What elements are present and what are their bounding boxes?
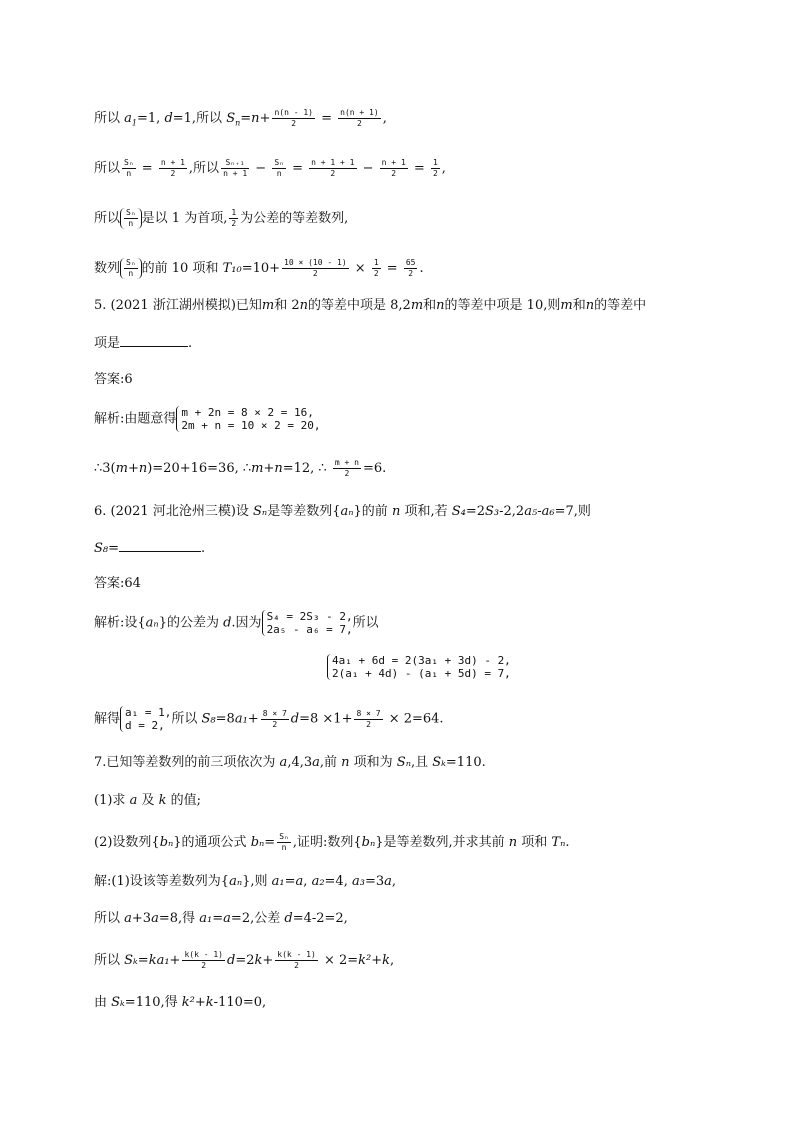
- denominator: 2: [201, 961, 207, 970]
- var: n: [299, 298, 309, 313]
- var: a: [312, 755, 320, 770]
- text: )=20+16=36, ∴: [147, 461, 252, 476]
- var: Sₙ: [396, 755, 411, 770]
- var: m: [560, 298, 573, 313]
- var-T10: T₁₀: [222, 261, 242, 276]
- var: a: [223, 911, 231, 926]
- text: ×: [350, 261, 370, 276]
- solution-line-4: [94, 258, 424, 279]
- equation-row: m + 2n = 8 × 2 = 16,: [181, 406, 314, 419]
- text: =12, ∴: [282, 461, 331, 476]
- text: 数列: [94, 261, 121, 276]
- text: .因为: [231, 615, 262, 631]
- numerator: 1: [432, 158, 438, 167]
- text: =: [240, 111, 252, 126]
- var: aₙ: [340, 504, 354, 519]
- text: 所以: [94, 161, 121, 176]
- denominator: 2: [294, 961, 299, 970]
- text: −: [358, 161, 378, 176]
- denominator: n: [276, 169, 282, 178]
- text: ,所以: [188, 161, 220, 176]
- text: 6. (2021 河北沧州三模)设: [94, 504, 254, 519]
- equation-row: 2a₅ - a₆ = 7,: [266, 623, 353, 636]
- var: Sₖ: [124, 953, 138, 968]
- text: 7.已知等差数列的前三项依次为: [94, 755, 280, 770]
- text: =: [382, 261, 402, 276]
- text: =110,得: [124, 995, 182, 1010]
- text: =1,所以: [172, 111, 227, 126]
- text: (1)求: [94, 793, 130, 808]
- var: n: [585, 298, 595, 313]
- var: a: [384, 874, 392, 889]
- text: .: [188, 336, 193, 351]
- solution-7-line-3: [94, 950, 394, 971]
- denominator: n: [281, 843, 287, 852]
- var: a: [124, 911, 132, 926]
- fraction: [282, 258, 349, 279]
- var-d: d: [164, 111, 173, 126]
- text: +: [247, 711, 259, 727]
- denominator: 2: [432, 169, 438, 178]
- text: =: [287, 161, 308, 176]
- text: ,: [390, 953, 395, 968]
- text: 的等差中: [594, 298, 647, 313]
- denominator: 2: [357, 119, 362, 128]
- var: n: [341, 755, 350, 770]
- var: S₈: [94, 541, 109, 556]
- denominator: 2: [408, 269, 414, 278]
- text: × 2=64.: [384, 711, 444, 727]
- solution-7-line-4: [94, 994, 266, 1012]
- text: ,证明:数列{: [292, 835, 362, 850]
- text: .: [565, 835, 570, 850]
- text: 为公差的等差数列,: [240, 211, 349, 226]
- text: 项和,若: [400, 504, 452, 519]
- var: aₙ: [229, 874, 243, 889]
- denominator: 2: [391, 169, 397, 178]
- var: a: [129, 793, 138, 808]
- text: =: [108, 541, 120, 556]
- text: =2,公差: [230, 911, 285, 926]
- solution-line-2: [94, 158, 446, 179]
- text: =: [316, 111, 337, 126]
- fraction: [354, 709, 382, 730]
- var: m+n: [251, 461, 283, 476]
- text: ,: [382, 111, 387, 126]
- var: a₃: [351, 874, 365, 889]
- text: =3: [364, 874, 385, 889]
- var: S₃: [485, 504, 500, 519]
- fraction: [122, 158, 136, 179]
- equation-system: [327, 654, 511, 680]
- text: 项和为: [349, 755, 397, 770]
- text: ,且: [410, 755, 433, 770]
- text: =4,: [324, 874, 352, 889]
- fraction: [272, 108, 315, 129]
- text: +: [194, 995, 206, 1010]
- numerator: 65: [405, 258, 416, 267]
- text: 项是: [94, 336, 121, 351]
- text: },则: [242, 874, 272, 889]
- numerator: n(n + 1): [340, 108, 379, 117]
- denominator: 2: [344, 469, 350, 478]
- fraction: [380, 158, 408, 179]
- text: ∴3(: [94, 461, 116, 476]
- fraction: [309, 158, 356, 179]
- text: 及: [137, 793, 159, 808]
- numerator: k(k - 1): [184, 950, 223, 959]
- var: d: [284, 911, 293, 926]
- text: ,: [391, 874, 397, 889]
- numerator: n + 1: [381, 158, 406, 167]
- text: +: [262, 953, 274, 968]
- analysis-6-result: [94, 706, 444, 732]
- fraction: [275, 950, 318, 971]
- var: S₄: [451, 504, 466, 519]
- numerator: Sₙ: [279, 832, 289, 841]
- fraction: [277, 832, 291, 853]
- var: k²: [358, 953, 372, 968]
- sequence-brace: [120, 258, 142, 279]
- fraction: [333, 458, 361, 479]
- solution-7-line-1: [94, 873, 396, 891]
- text: -: [537, 504, 542, 519]
- text: 的等差中项是 8,2: [308, 298, 411, 313]
- text: =10+: [241, 261, 281, 276]
- equation-system: [120, 706, 171, 732]
- denominator: n + 1: [223, 169, 248, 178]
- text: .: [419, 261, 424, 276]
- text: =2: [235, 953, 255, 968]
- equation-row: 2m + n = 10 × 2 = 20,: [181, 419, 321, 432]
- text: =2: [465, 504, 486, 519]
- var: n: [391, 504, 401, 519]
- var: a₆: [541, 504, 555, 519]
- var: bₙ: [159, 835, 174, 850]
- text: +3: [131, 911, 152, 926]
- equation-row: 2(a₁ + 4d) - (a₁ + 5d) = 7,: [332, 667, 511, 680]
- fraction: [404, 258, 418, 279]
- fraction: [124, 258, 138, 279]
- var: a: [279, 755, 288, 770]
- question-5-line-2: [94, 334, 192, 353]
- question-6-line-2: [94, 539, 205, 558]
- text: =6.: [362, 461, 387, 476]
- var: a₁: [199, 911, 213, 926]
- question-7: [94, 754, 486, 772]
- var: d: [226, 953, 236, 968]
- numerator: k(k - 1): [277, 950, 316, 959]
- var: m: [261, 298, 275, 313]
- var: Sₙ: [253, 504, 268, 519]
- numerator: Sₙ: [126, 258, 136, 267]
- equation-row: a₁ = 1,: [125, 706, 172, 719]
- text: 是等差数列{: [267, 504, 341, 519]
- analysis-5: [94, 406, 320, 432]
- denominator: 2: [366, 719, 371, 729]
- question-6-line-1: [94, 503, 591, 521]
- denominator: 2: [312, 269, 318, 278]
- text: 和: [572, 298, 586, 313]
- var: a: [151, 911, 159, 926]
- text: +: [371, 953, 383, 968]
- var: aₙ: [145, 615, 159, 631]
- var: ka₁: [148, 953, 170, 968]
- var: a₂: [311, 874, 325, 889]
- text: }的通项公式: [173, 835, 251, 850]
- denominator: 2: [170, 169, 176, 178]
- sequence-brace: [120, 208, 142, 229]
- numerator: 10 × (10 - 1): [284, 258, 347, 267]
- answer-6: 答案:64: [94, 576, 141, 591]
- text: =8,得: [158, 911, 200, 926]
- solution-line-3: [94, 208, 348, 229]
- answer-5: 答案:6: [94, 372, 133, 387]
- text: 所以: [171, 711, 202, 727]
- text: ,: [303, 874, 312, 889]
- var: a₅: [524, 504, 538, 519]
- fraction: [261, 709, 289, 730]
- numerator: m + n: [334, 458, 359, 467]
- text: 解析:设{: [94, 615, 146, 631]
- text: =: [284, 874, 296, 889]
- fraction: [431, 158, 440, 179]
- text: -110=0,: [213, 995, 267, 1010]
- denominator: 2: [231, 219, 237, 228]
- fraction: [372, 258, 381, 279]
- text: 项和: [517, 835, 552, 850]
- text: 是以 1 为首项,: [141, 211, 228, 226]
- numerator: 1: [231, 208, 237, 217]
- numerator: Sₙ: [124, 158, 134, 167]
- text: =8 ×1+: [299, 711, 353, 727]
- denominator: n: [128, 269, 134, 278]
- text: 的值;: [166, 793, 201, 808]
- var: bₙ: [250, 835, 265, 850]
- text: 所以: [94, 953, 125, 968]
- text: ,4,3: [287, 755, 313, 770]
- var: k²: [181, 995, 195, 1010]
- analysis-6-system: [327, 654, 511, 680]
- solution-7-line-2: [94, 910, 348, 928]
- text: −: [251, 161, 271, 176]
- numerator: n + 1: [160, 158, 185, 167]
- denominator: 2: [373, 269, 379, 278]
- numerator: n(n - 1): [274, 108, 313, 117]
- var: k: [254, 953, 263, 968]
- denominator: n: [126, 169, 132, 178]
- question-5-line-1: [94, 297, 646, 315]
- numerator: 1: [373, 258, 379, 267]
- var-n: n: [251, 111, 260, 126]
- fraction: [229, 208, 238, 229]
- text: }是等差数列,并求其前: [375, 835, 509, 850]
- fraction: [221, 158, 249, 179]
- denominator: n: [128, 219, 134, 228]
- var: n: [436, 298, 445, 313]
- text: 所以: [94, 911, 125, 926]
- fraction: [124, 208, 138, 229]
- text: =110.: [445, 755, 486, 770]
- var: m+n: [115, 461, 148, 476]
- text: =7,则: [554, 504, 591, 519]
- text: (2)设数列{: [94, 835, 160, 850]
- equation-system: [262, 610, 353, 636]
- text: =: [212, 911, 224, 926]
- text: 的前 10 项和: [141, 261, 223, 276]
- text: =: [409, 161, 429, 176]
- text: =: [137, 161, 157, 176]
- text: ,前: [319, 755, 342, 770]
- numerator: Sₙ: [274, 158, 284, 167]
- text: =: [137, 953, 149, 968]
- text: =: [264, 835, 276, 850]
- answer-blank[interactable]: [120, 334, 188, 347]
- text: =8: [215, 711, 235, 727]
- var: k: [205, 995, 214, 1010]
- var: bₙ: [361, 835, 376, 850]
- question-7-part-2: [94, 832, 570, 853]
- numerator: 8 × 7: [356, 708, 381, 718]
- text: =4-2=2,: [292, 911, 348, 926]
- numerator: n + 1 + 1: [311, 158, 355, 167]
- var: k: [158, 793, 167, 808]
- var: Sₖ: [111, 995, 125, 1010]
- text: +: [259, 111, 271, 126]
- fraction: [272, 158, 286, 179]
- numerator: 8 × 7: [262, 708, 287, 718]
- var: a₁: [234, 711, 248, 727]
- denominator: 2: [291, 119, 297, 128]
- text: 解析:由题意得: [94, 411, 177, 427]
- text: }的前: [353, 504, 392, 519]
- denominator: 2: [272, 719, 278, 729]
- fraction: [159, 158, 187, 179]
- answer-blank[interactable]: [119, 539, 201, 552]
- equation-row: d = 2,: [125, 719, 165, 732]
- var-Sn: $S_n$: [226, 111, 241, 128]
- text: 由: [94, 995, 112, 1010]
- text: +: [169, 953, 181, 968]
- var: S₈: [201, 711, 216, 727]
- text: 5. (2021 浙江湖州模拟)已知: [94, 298, 262, 313]
- var: d: [223, 615, 232, 631]
- text: .: [201, 541, 206, 556]
- question-7-part-1: [94, 792, 201, 810]
- text: 所以: [94, 111, 125, 126]
- var: a₁: [271, 874, 285, 889]
- text: }的公差为: [158, 615, 224, 631]
- text: 解得: [94, 711, 121, 727]
- var: m: [410, 298, 424, 313]
- var: n: [508, 835, 518, 850]
- analysis-5-line-2: [94, 458, 386, 479]
- text: 和: [423, 298, 437, 313]
- equation-row: 4a₁ + 6d = 2(3a₁ + 3d) - 2,: [332, 654, 511, 667]
- numerator: Sₙ₊₁: [221, 158, 249, 169]
- var-a1: $a_1$: [124, 111, 137, 128]
- numerator: Sₙ: [126, 208, 136, 217]
- var: Tₙ: [551, 835, 566, 850]
- analysis-6: [94, 610, 379, 636]
- equation-system: [176, 406, 320, 432]
- fraction: [338, 108, 381, 129]
- text: 所以: [352, 615, 379, 631]
- text: 和 2: [274, 298, 300, 313]
- text: -2,2: [499, 504, 525, 519]
- equation-row: S₄ = 2S₃ - 2,: [266, 610, 353, 623]
- var: k: [382, 953, 391, 968]
- text: =1,: [137, 111, 165, 126]
- denominator: 2: [330, 169, 336, 178]
- text: ,: [441, 161, 446, 176]
- var: d: [290, 711, 300, 727]
- fraction: [182, 950, 225, 971]
- text: × 2=: [319, 953, 359, 968]
- var: Sₖ: [432, 755, 446, 770]
- var: a: [295, 874, 304, 889]
- text: 的等差中项是 10,则: [444, 298, 561, 313]
- text: 解:(1)设该等差数列为{: [94, 874, 230, 889]
- solution-line-1: [94, 108, 387, 133]
- text: 所以: [94, 211, 121, 226]
